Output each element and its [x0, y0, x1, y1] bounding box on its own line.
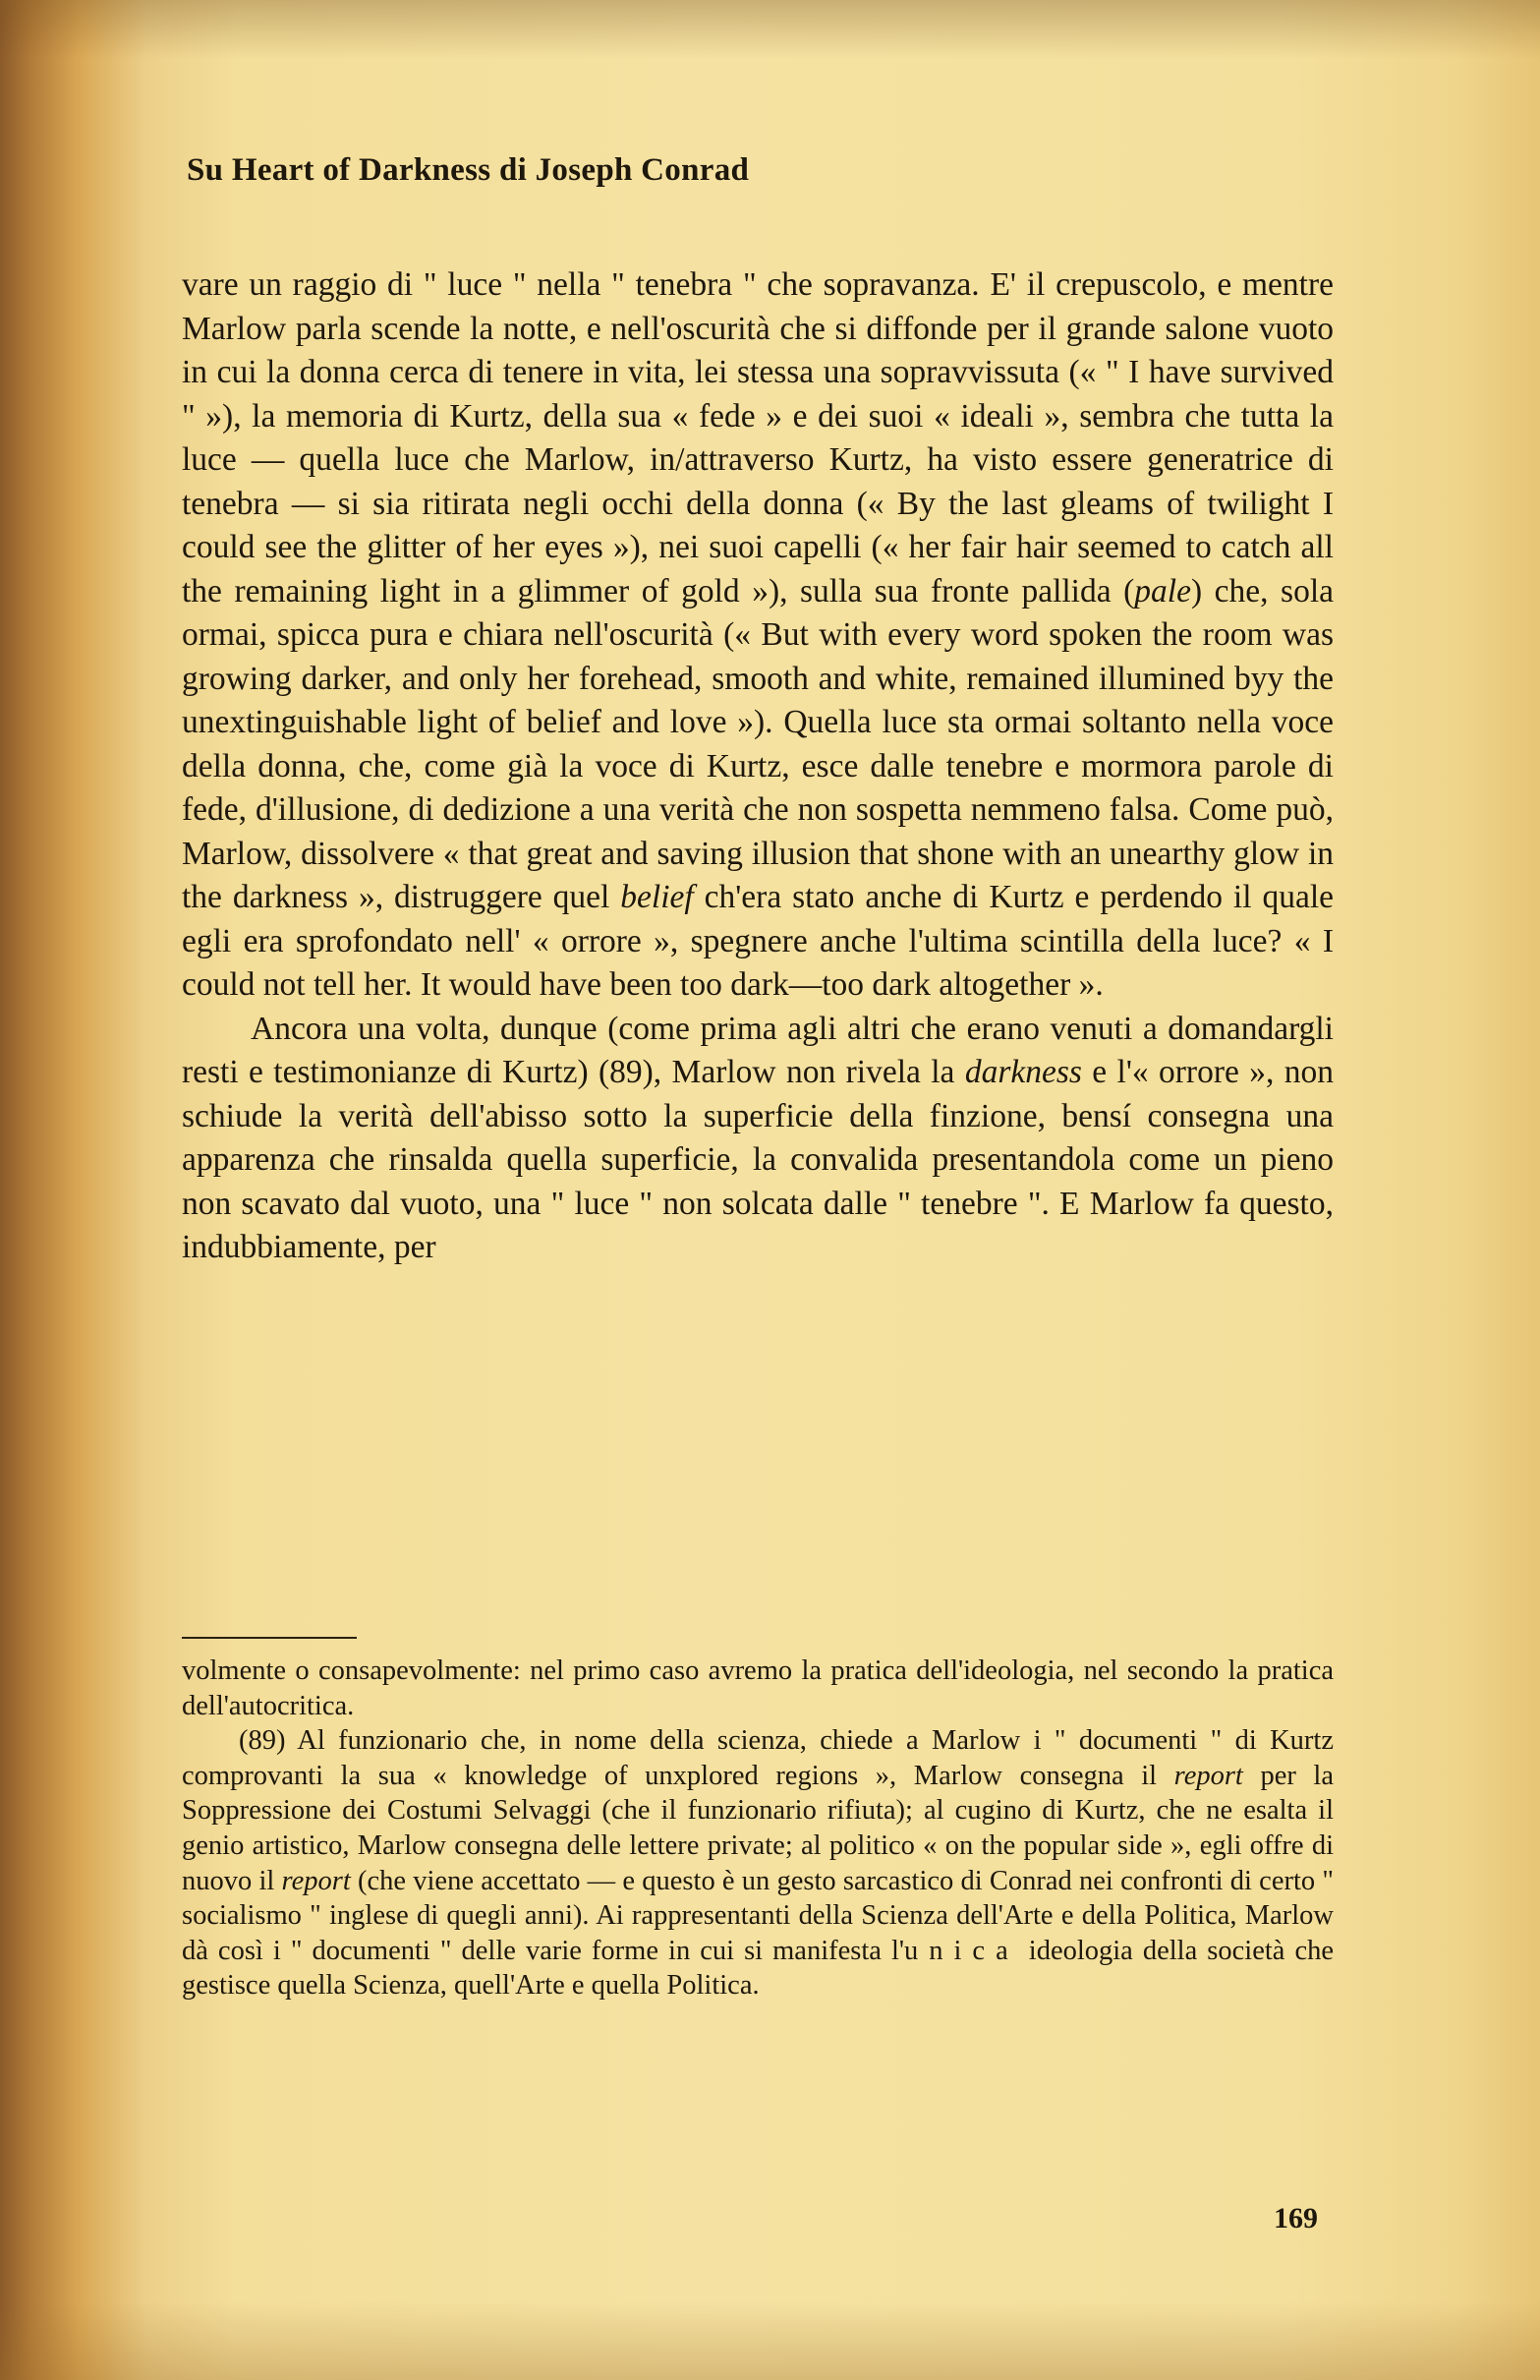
footnote-89-text-1: (89) Al funzionario che, in nome della scienza, chiede a Marlow i " documenti " di Kurtz comprovanti la sua « knowledge of unxplored regions », Marlow consegna il — [182, 1725, 1334, 1791]
body-paragraph-1-text-3: ch'era stato anche di Kurtz e perdendo il quale egli era sprofondato nell' « orrore », spegnere anche l'ultima scintilla della luce? « I could not tell her. It would have been too dark—too dark altogether ». — [182, 879, 1334, 1003]
italic-term-belief: belief — [620, 879, 694, 915]
body-paragraph-2 — [182, 1008, 1334, 1270]
footnote-89-text-3: (che viene accettato — e questo è un gesto sarcastico di Conrad nei confronti di certo " socialismo " inglese di quegli anni). Ai rappresentanti della Scienza dell'Arte e della Politica, Marlow dà così i " documenti " delle varie forme in cui si manifesta l' — [182, 1865, 1334, 1966]
running-head-title: Su Heart of Darkness di Joseph Conrad — [187, 152, 750, 188]
body-paragraph-1-text-2: ) che, sola ormai, spicca pura e chiara nell'oscurità (« But with every word spoken the room was growing darker, and only her forehead, smooth and white, remained illumined byy the unextinguishable light of belief and love »). Quella luce sta ormai soltanto nella voce della donna, che, come già la voce di Kurtz, esce dalle tenebre e mormora parole di fede, d'illusione, di dedizione a una verità che non sospetta nemmeno falsa. Come può, Marlow, dissolvere « that great and saving illusion that shone with an unearthy glow in the darkness », distruggere quel — [182, 572, 1334, 915]
page-shadow-top — [0, 0, 1540, 59]
body-paragraph-2-text-1: Ancora una volta, dunque (come prima agli altri che erano venuti a domandargli resti e testimonianze di Kurtz) (89), Marlow non rivela la — [182, 1010, 1334, 1090]
spaced-term-unica: unica — [904, 1935, 1019, 1966]
page-shadow-bottom — [0, 2301, 1540, 2380]
body-text — [182, 263, 1334, 1270]
footnote-rule — [182, 1637, 357, 1639]
body-paragraph-2-text-2: e l'« orrore », non schiude la verità dell'abisso sotto la superficie della finzione, bensí consegna una apparenza che rinsalda quella superficie, la convalida presentandola come un pieno non scavato dal vuoto, una " luce " non solcata dalle " tenebre ". E Marlow fa questo, indubbiamente, per — [182, 1054, 1334, 1265]
footnote-continued: volmente o consapevolmente: nel primo caso avremo la pratica dell'ideologia, nel secondo la pratica dell'autocritica. — [182, 1655, 1334, 1721]
italic-term-pale: pale — [1134, 572, 1191, 610]
italic-term-darkness: darkness — [964, 1054, 1082, 1090]
footnotes — [182, 1654, 1334, 2003]
body-paragraph-1 — [182, 263, 1334, 1008]
footnote-89-text-4: ideologia della società che gestisce quella Scienza, quell'Arte e quella Politica. — [182, 1935, 1334, 2002]
footnote-89 — [182, 1723, 1334, 2003]
italic-term-report-2: report — [281, 1865, 351, 1896]
body-paragraph-1-text-1: vare un raggio di " luce " nella " tenebra " che sopravanza. E' il crepuscolo, e mentre Marlow parla scende la notte, e nell'oscurità che si diffonde per il grande salone vuoto in cui la donna cerca di tenere in vita, lei stessa una sopravvissuta (« " I have survived " »), la memoria di Kurtz, della sua « fede » e dei suoi « ideali », sembra che tutta la luce — quella luce che Marlow, in/attraverso Kurtz, ha visto essere generatrice di tenebra — si sia ritirata negli occhi della donna (« By the last gleams of twilight I could see the glitter of her eyes »), nei suoi capelli (« her fair hair seemed to catch all the remaining light in a glimmer of gold »), sulla sua fronte pallida ( — [182, 266, 1334, 610]
footnote-89-text-2: per la Soppressione dei Costumi Selvaggi (che il funzionario rifiuta); al cugino di Kurtz, che ne esalta il genio artistico, Marlow consegna delle lettere private; al politico « on the popular side », egli offre di nuovo il — [182, 1760, 1334, 1896]
italic-term-report-1: report — [1173, 1760, 1243, 1791]
page-number: 169 — [1274, 2202, 1318, 2235]
